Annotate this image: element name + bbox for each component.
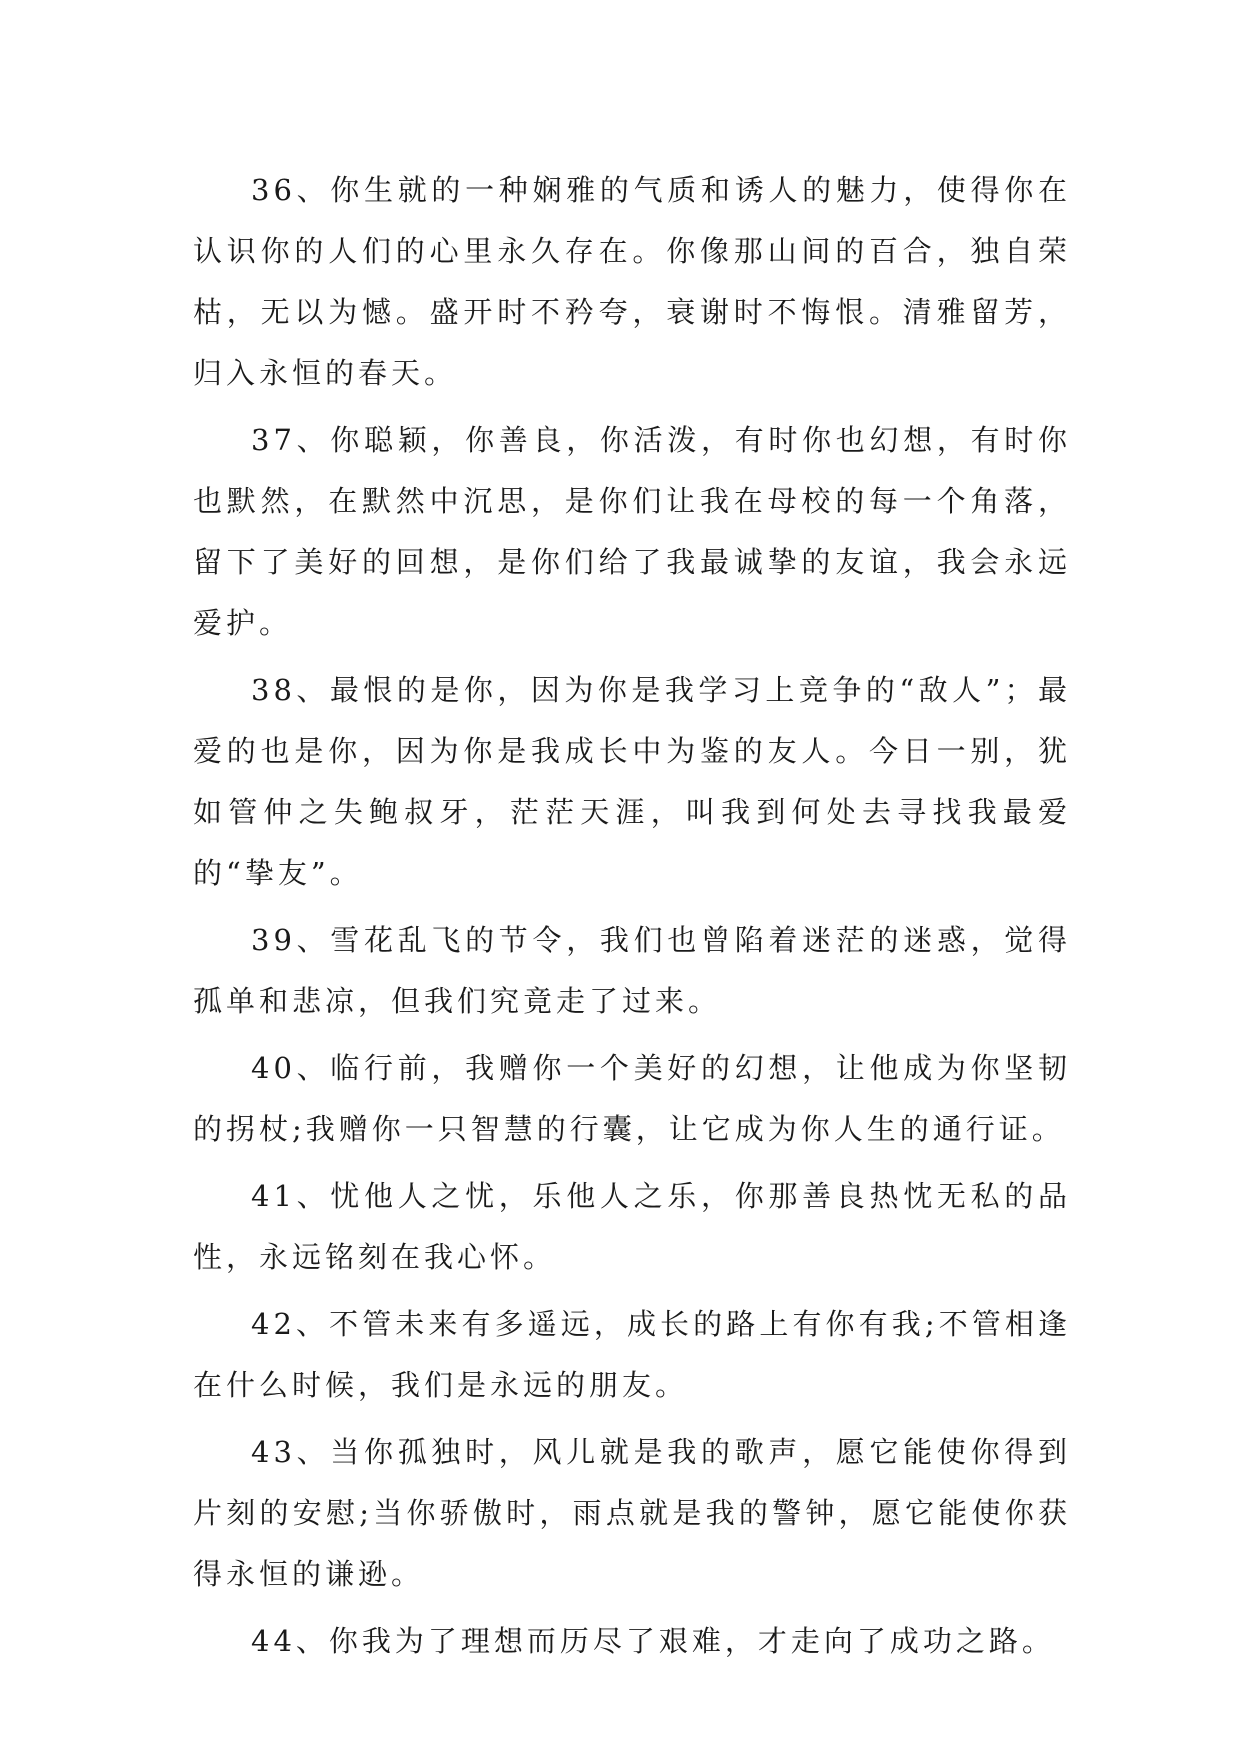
paragraph-41: 41、忧他人之忧，乐他人之乐，你那善良热忱无私的品性，永远铭刻在我心怀。 bbox=[193, 1179, 1071, 1274]
document-body bbox=[193, 160, 1071, 1678]
paragraph-42: 42、不管未来有多遥远，成长的路上有你有我;不管相逢在什么时候，我们是永远的朋友。 bbox=[193, 1307, 1071, 1402]
paragraph-37: 37、你聪颖，你善良，你活泼，有时你也幻想，有时你也默然，在默然中沉思，是你们让我在母校的每一个角落，留下了美好的回想，是你们给了我最诚挚的友谊，我会永远爱护。 bbox=[193, 423, 1071, 640]
paragraph-44: 44、你我为了理想而历尽了艰难，才走向了成功之路。 bbox=[251, 1624, 1055, 1658]
paragraph-40: 40、临行前，我赠你一个美好的幻想，让他成为你坚韧的拐杖;我赠你一只智慧的行囊，让它成为你人生的通行证。 bbox=[193, 1051, 1071, 1146]
paragraph-39: 39、雪花乱飞的节令，我们也曾陷着迷茫的迷惑，觉得孤单和悲凉，但我们究竟走了过来。 bbox=[193, 923, 1071, 1018]
paragraph-36: 36、你生就的一种娴雅的气质和诱人的魅力，使得你在认识你的人们的心里永久存在。你像那山间的百合，独自荣枯，无以为憾。盛开时不矜夸，衰谢时不悔恨。清雅留芳，归入永恒的春天。 bbox=[193, 173, 1071, 390]
paragraph-38: 38、最恨的是你，因为你是我学习上竞争的“敌人”；最爱的也是你，因为你是我成长中为鉴的友人。今日一别，犹如管仲之失鲍叔牙，茫茫天涯，叫我到何处去寻找我最爱的“挚友”。 bbox=[193, 673, 1071, 890]
paragraph-43: 43、当你孤独时，风儿就是我的歌声，愿它能使你得到片刻的安慰;当你骄傲时，雨点就是我的警钟，愿它能使你获得永恒的谦逊。 bbox=[193, 1435, 1071, 1591]
